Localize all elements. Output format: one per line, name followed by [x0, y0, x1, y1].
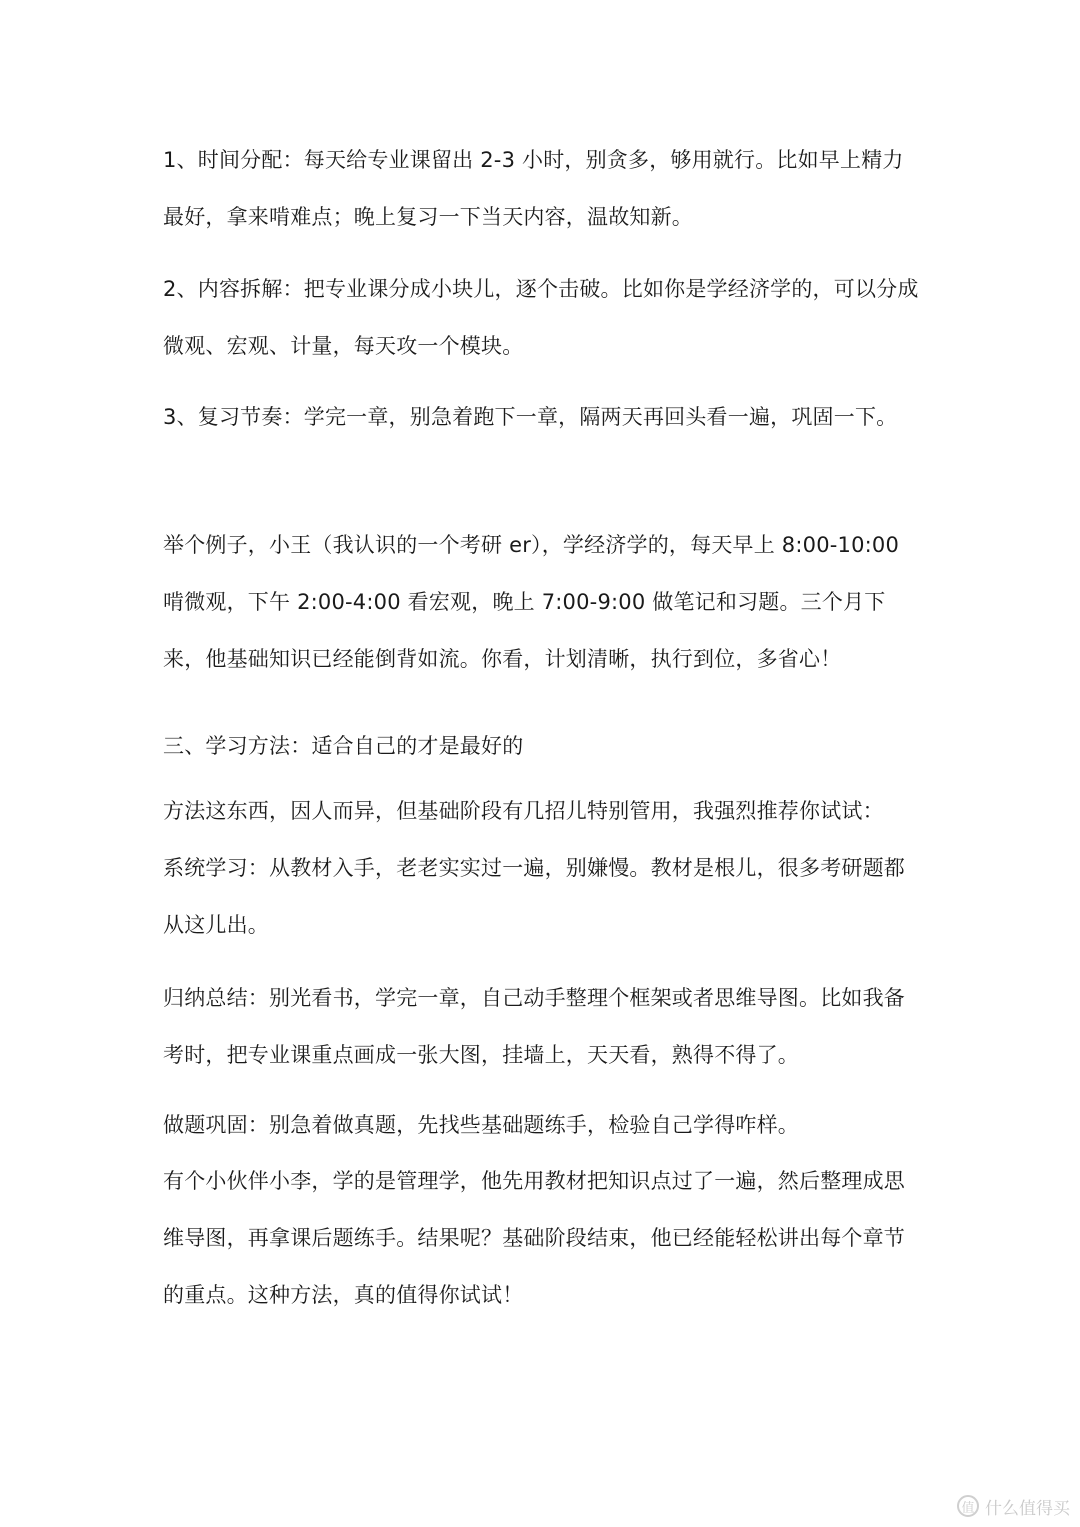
paragraph-content-breakdown: 2、内容拆解：把专业课分成小块儿，逐个击破。比如你是学经济学的，可以分成微观、宏观、计量，每天攻一个模块。	[163, 277, 919, 358]
paragraph-method-intro: 方法这东西，因人而异，但基础阶段有几招儿特别管用，我强烈推荐你试试：	[163, 799, 884, 823]
article-body	[163, 0, 923, 1527]
paragraph-time-allocation: 1、时间分配：每天给专业课留出 2-3 小时，别贪多，够用就行。比如早上精力最好，拿来啃难点；晚上复习一下当天内容，温故知新。	[163, 148, 904, 229]
paragraph-practice: 做题巩固：别急着做真题，先找些基础题练手，检验自己学得咋样。	[163, 1113, 799, 1137]
paragraph-example-xiaoli: 有个小伙伴小李，学的是管理学，他先用教材把知识点过了一遍，然后整理成思维导图，再拿课后题练手。结果呢？基础阶段结束，他已经能轻松讲出每个章节的重点。这种方法，真的值得你试试！	[163, 1169, 905, 1307]
paragraph-example-xiaowang: 举个例子，小王（我认识的一个考研 er），学经济学的，每天早上 8:00-10:00 啃微观，下午 2:00-4:00 看宏观，晚上 7:00-9:00 做笔记和习题。三个月下来，他基础知识已经能倒背如流。你看，计划清晰，执行到位，多省心！	[163, 533, 900, 671]
paragraph-systematic-learning: 系统学习：从教材入手，老老实实过一遍，别嫌慢。教材是根儿，很多考研题都从这儿出。	[163, 856, 905, 937]
paragraph-review-rhythm: 3、复习节奏：学完一章，别急着跑下一章，隔两天再回头看一遍，巩固一下。	[163, 405, 898, 429]
paragraph-summarize: 归纳总结：别光看书，学完一章，自己动手整理个框架或者思维导图。比如我备考时，把专业课重点画成一张大图，挂墙上，天天看，熟得不得了。	[163, 986, 905, 1067]
section-heading-study-method: 三、学习方法：适合自己的才是最好的	[163, 734, 524, 758]
watermark-text: 什么值得买	[985, 1498, 1070, 1519]
watermark	[957, 1493, 1070, 1519]
smzdm-logo-icon: 值	[957, 1495, 979, 1517]
